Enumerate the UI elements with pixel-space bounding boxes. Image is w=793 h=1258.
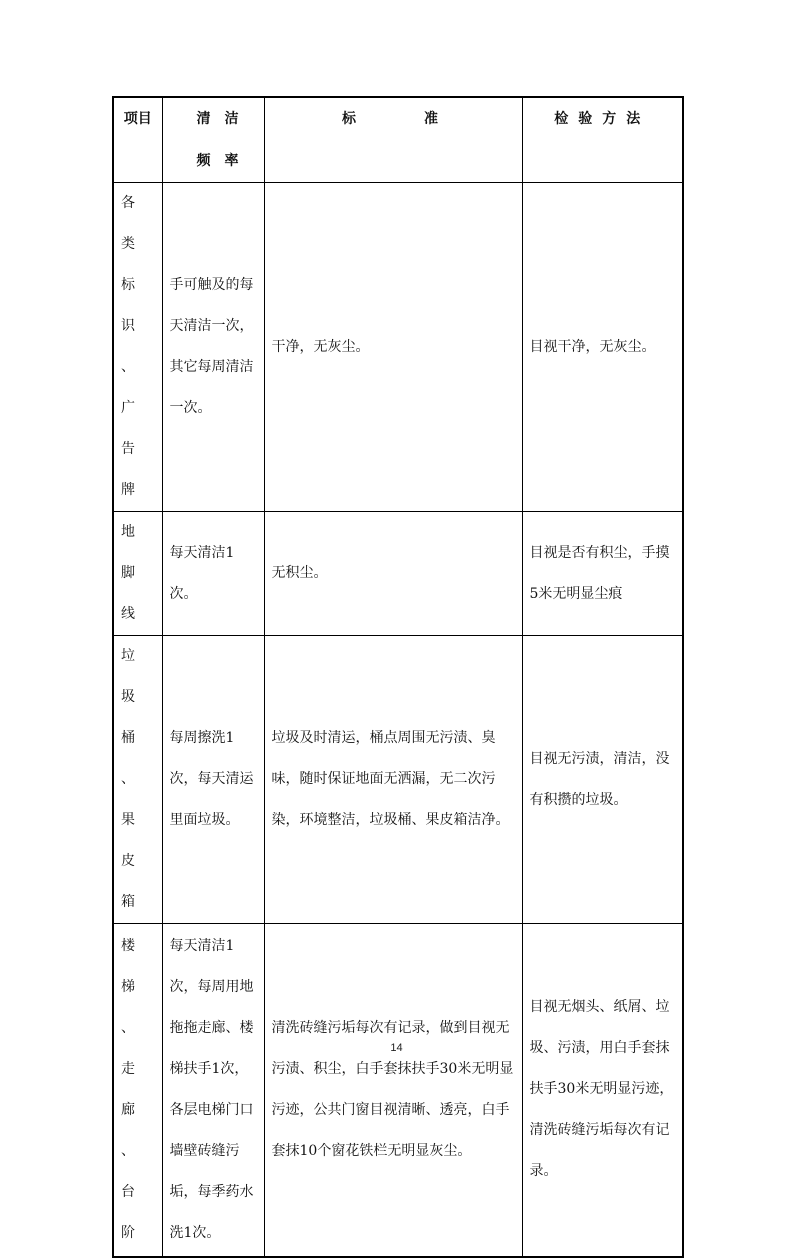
header-standard — [264, 97, 522, 183]
header-standard-a: 标 — [342, 111, 362, 127]
row-method: 目视无污渍，清洁，没有积攒的垃圾。 — [522, 636, 683, 924]
row-standard: 干净，无灰尘。 — [264, 183, 522, 512]
row-frequency: 每周擦洗1次，每天清运里面垃圾。 — [162, 636, 264, 924]
row-frequency: 每天清洁1次。 — [162, 512, 264, 636]
row-method: 目视无烟头、纸屑、垃圾、污渍，用白手套抹扶手30米无明显污迹，清洗砖缝污垢每次有记录。 — [522, 924, 683, 1257]
row-standard: 清洗砖缝污垢每次有记录，做到目视无污渍、积尘，白手套抹扶手30米无明显污迹，公共门窗目视清晰、透亮，白手套抹10个窗花铁栏无明显灰尘。 — [264, 924, 522, 1257]
row-standard: 无积尘。 — [264, 512, 522, 636]
table-header-row — [113, 97, 683, 183]
table-row — [113, 512, 683, 636]
header-standard-b: 准 — [424, 111, 444, 127]
header-frequency: 清洁频率 — [162, 97, 264, 183]
row-item: 垃圾桶、果皮箱 — [113, 636, 162, 924]
table-row — [113, 924, 683, 1257]
header-item: 项目 — [113, 97, 162, 183]
page-number: 14 — [390, 1042, 403, 1054]
table-row — [113, 183, 683, 512]
row-item: 楼梯、走廊、台阶 — [113, 924, 162, 1257]
table-row — [113, 636, 683, 924]
row-item: 各类标识、广告牌 — [113, 183, 162, 512]
row-item: 地脚线 — [113, 512, 162, 636]
row-frequency: 每天清洁1次，每周用地拖拖走廊、楼梯扶手1次，各层电梯门口墙壁砖缝污垢，每季药水洗1次。 — [162, 924, 264, 1257]
cleaning-standards-table — [112, 96, 684, 1258]
row-method: 目视干净，无灰尘。 — [522, 183, 683, 512]
row-method: 目视是否有积尘，手摸5米无明显尘痕 — [522, 512, 683, 636]
row-frequency: 手可触及的每天清洁一次，其它每周清洁一次。 — [162, 183, 264, 512]
header-method: 检验方法 — [522, 97, 683, 183]
row-standard: 垃圾及时清运，桶点周围无污渍、臭味，随时保证地面无洒漏，无二次污染，环境整洁，垃圾桶、果皮箱洁净。 — [264, 636, 522, 924]
